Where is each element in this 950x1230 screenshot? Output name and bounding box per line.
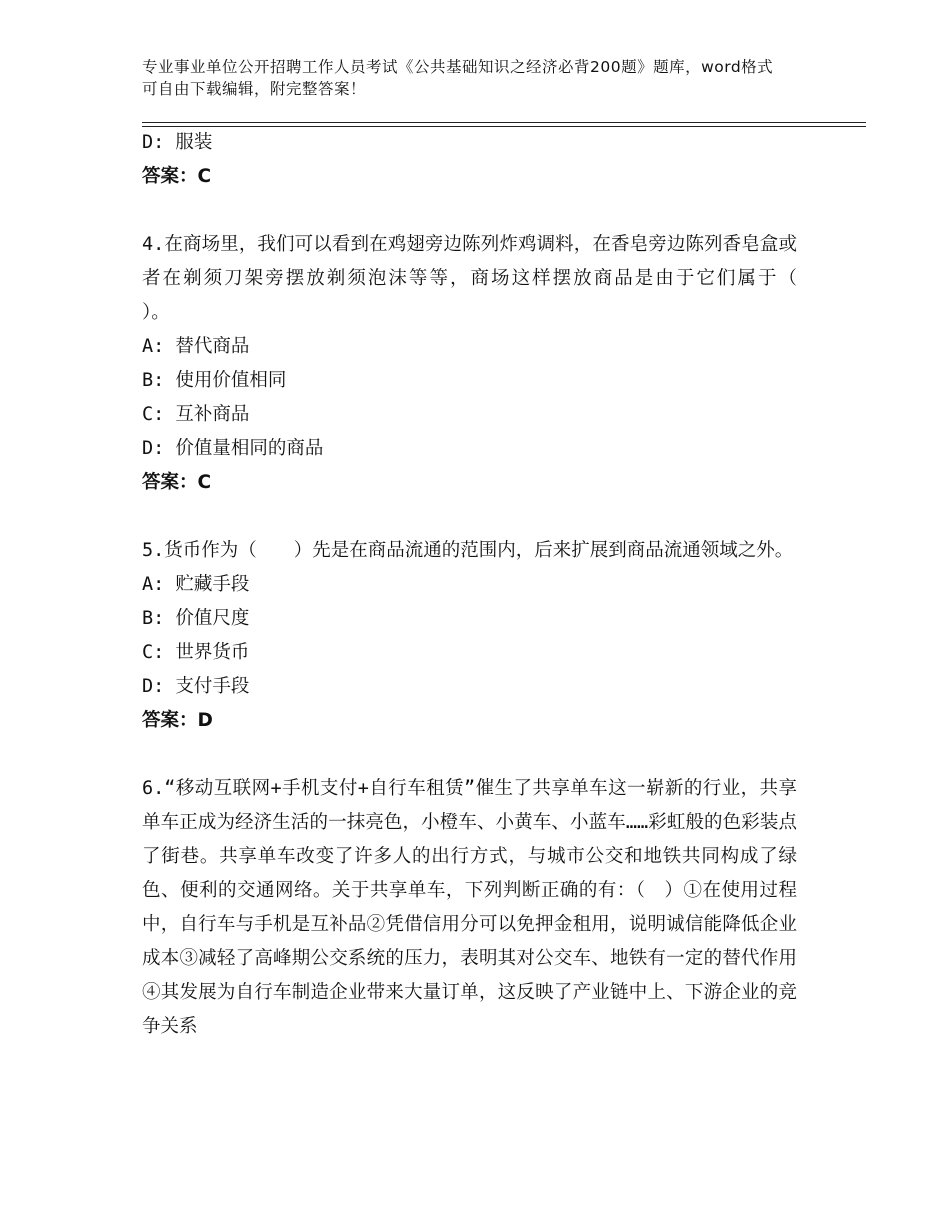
question-4-answer: 答案：C [142,472,212,493]
question-5-stem: 5.货币作为（ ）先是在商品流通的范围内，后来扩展到商品流通领域之外。 [142,540,794,561]
spacer [142,738,802,772]
question-4-option-c: C: 互补商品 [142,404,250,425]
spacer [142,194,802,228]
question-5-option-c: C: 世界货币 [142,642,250,663]
question-4-option-b: B: 使用价值相同 [142,370,287,391]
document-header: 专业事业单位公开招聘工作人员考试《公共基础知识之经济必背200题》题库，word格式可自由下载编辑，附完整答案！ [142,58,774,98]
document-body [142,126,835,1044]
question-5-option-b: B: 价值尺度 [142,608,250,629]
question-5-option-a: A: 贮藏手段 [142,574,250,595]
question-4-stem: 4.在商场里，我们可以看到在鸡翅旁边陈列炸鸡调料，在香皂旁边陈列香皂盒或者在剃须刀架旁摆放剃须泡沫等等，商场这样摆放商品是由于它们属于（ ）。 [142,234,835,323]
spacer [142,500,802,534]
question-6-stem: 6.“移动互联网+手机支付+自行车租赁”催生了共享单车这一崭新的行业，共享单车正成为经济生活的一抹亮色，小橙车、小黄车、小蓝车……彩虹般的色彩装点了街巷。共享单车改变了许多人的出行方式，与城市公交和地铁共同构成了绿色、便利的交通网络。关于共享单车，下列判断正确的有：（ ）①在使用过程中，自行车与手机是互补品②凭借信用分可以免押金租用，说明诚信能降低企业成本③减轻了高峰期公交系统的压力，表明其对公交车、地铁有一定的替代作用④其发展为自行车制造企业带来大量订单，这反映了产业链中上、下游企业的竞争关系 [142,778,797,1037]
question-4-option-d: D: 价值量相同的商品 [142,438,324,459]
question-5-option-d: D: 支付手段 [142,676,250,697]
answer: 答案：C [142,166,212,187]
question-4-option-a: A: 替代商品 [142,336,250,357]
option-d: D: 服装 [142,132,213,153]
header-rule-top [142,122,866,123]
question-5-answer: 答案：D [142,710,213,731]
